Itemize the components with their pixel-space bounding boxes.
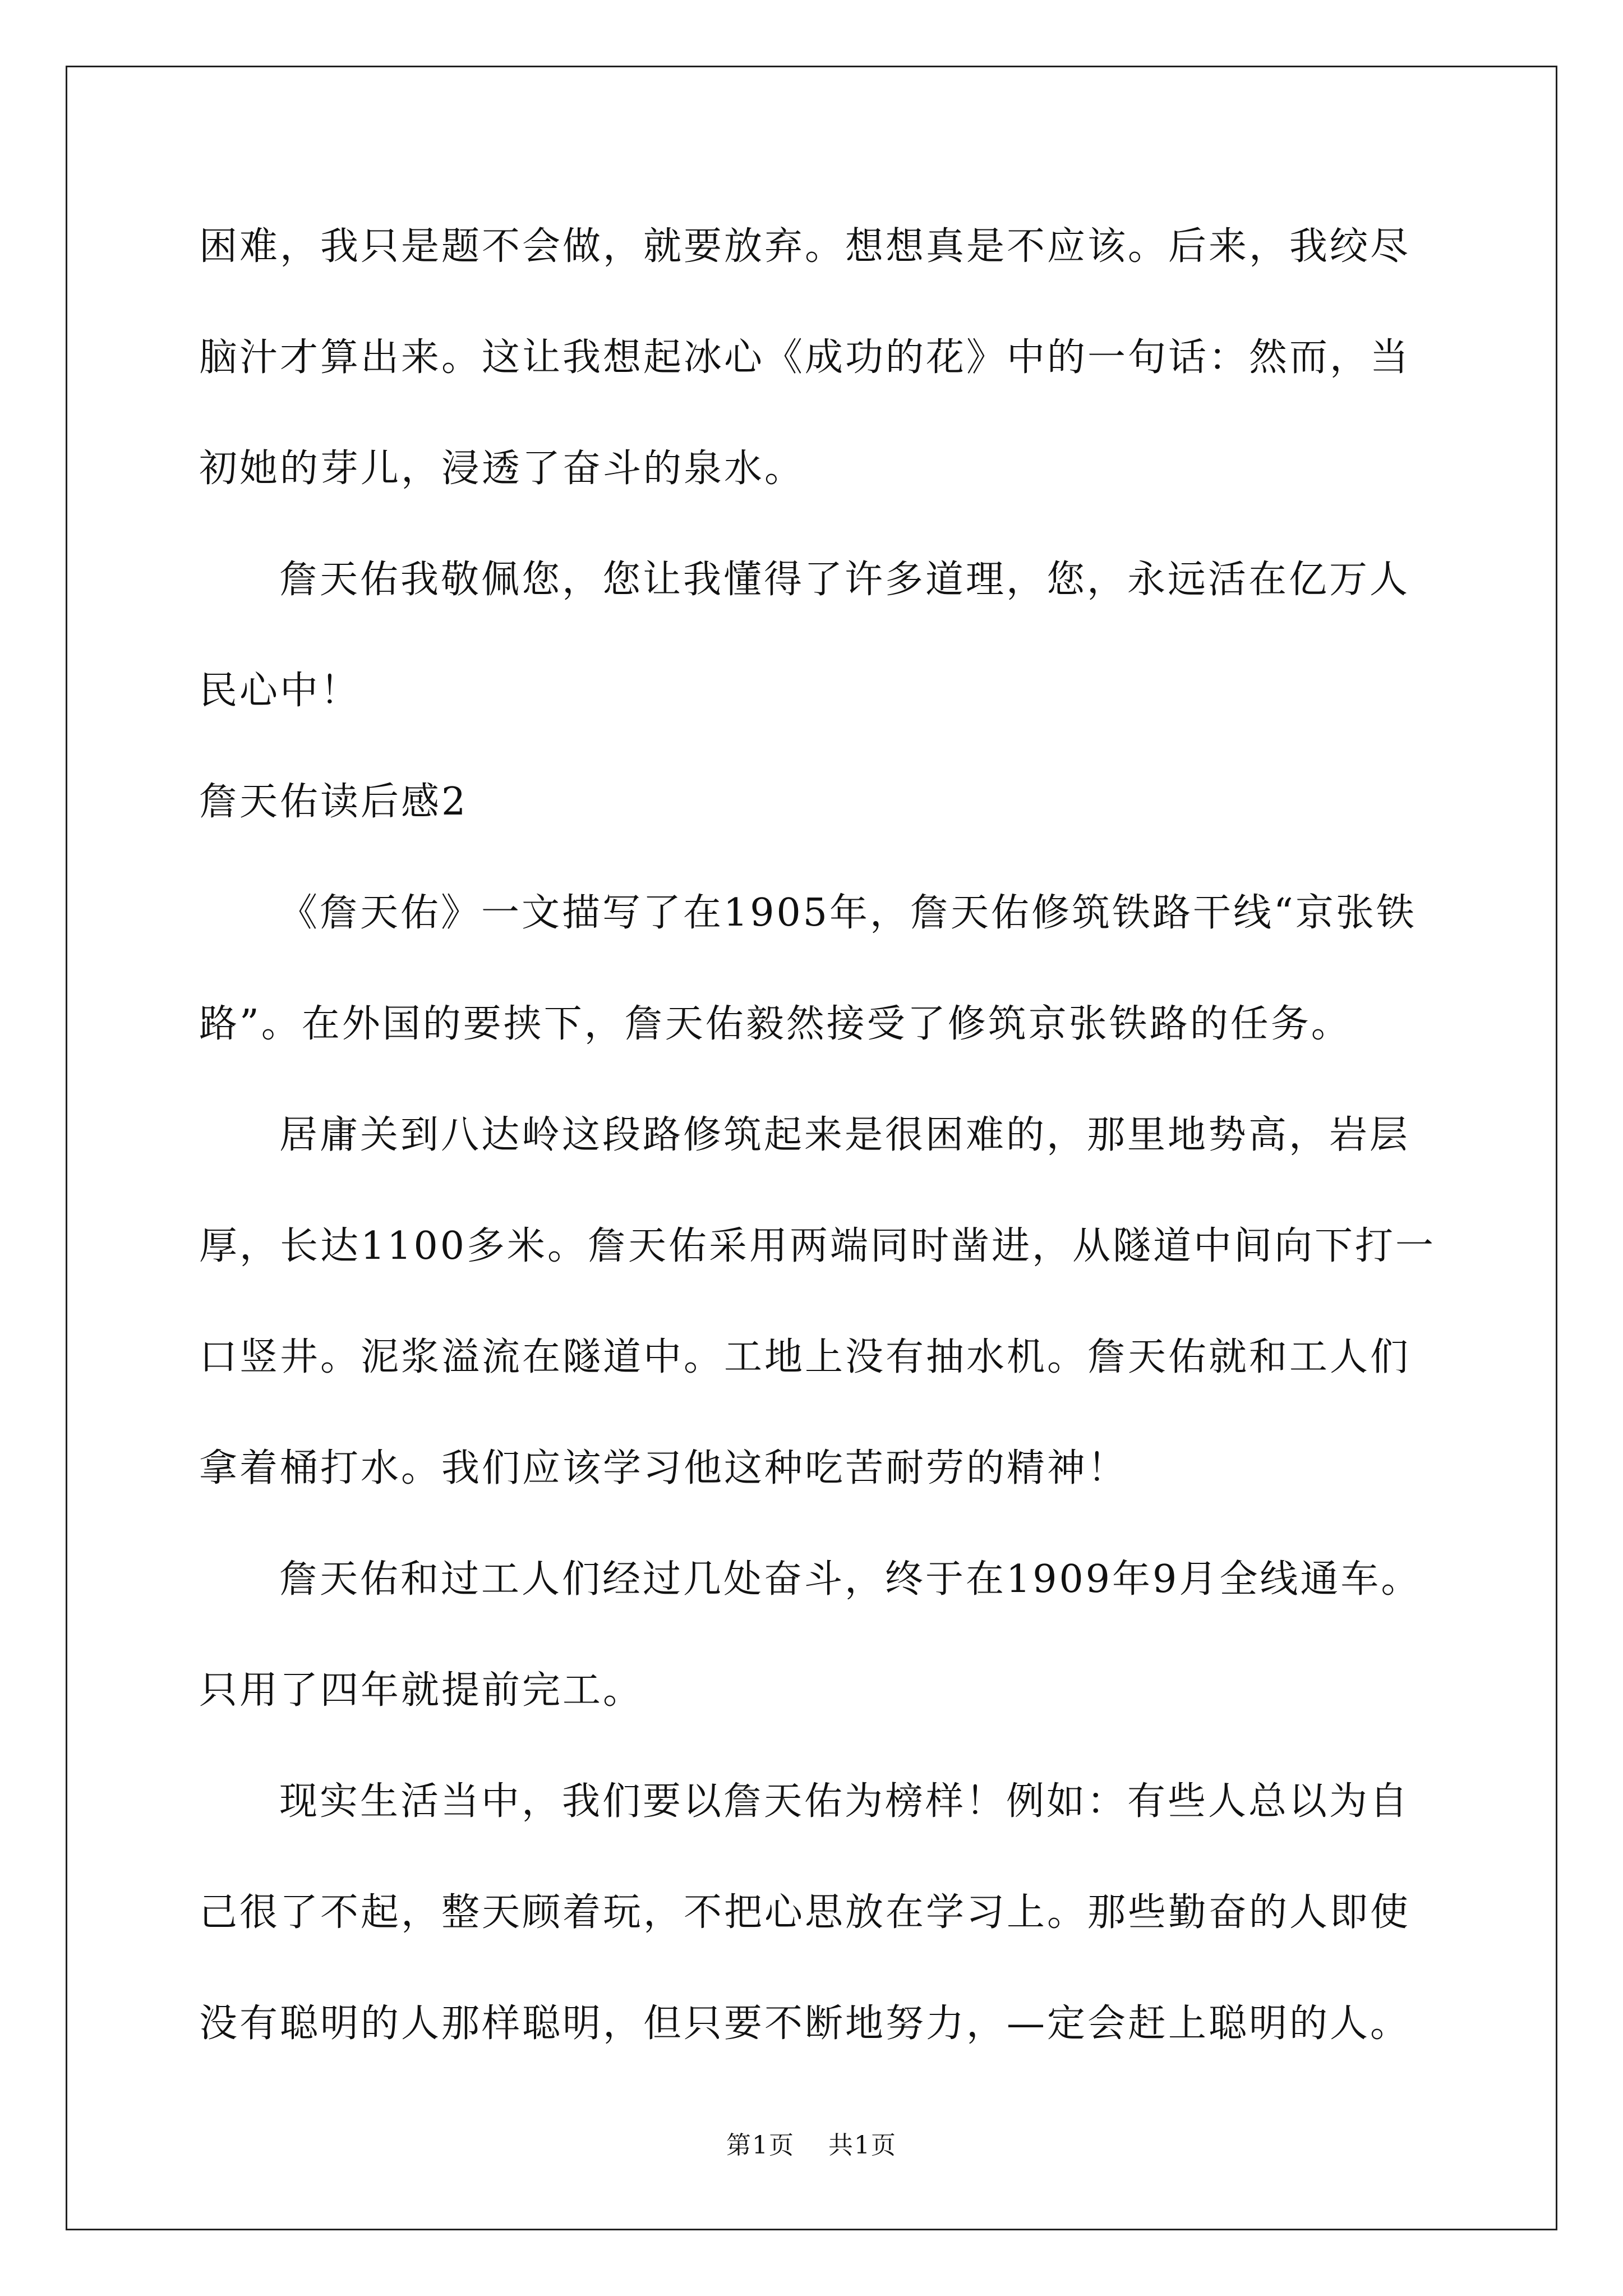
text-line: 居庸关到八达岭这段路修筑起来是很困难的，那里地势高，岩层 [279,1113,1410,1157]
text-line: 初她的芽儿，浸透了奋斗的泉水。 [199,447,805,491]
text-line: 脑汁才算出来。这让我想起冰心《成功的花》中的一句话：然而，当 [199,335,1411,380]
text-line: 《詹天佑》一文描写了在1905年，詹天佑修筑铁路干线“京张铁 [279,891,1417,935]
text-line: 现实生活当中，我们要以詹天佑为榜样！例如：有些人总以为自 [279,1779,1410,1824]
text-line: 路”。在外国的要挟下，詹天佑毅然接受了修筑京张铁路的任务。 [199,1002,1352,1046]
section-heading: 詹天佑读后感2 [199,780,468,824]
text-line: 己很了不起，整天顾着玩，不把心思放在学习上。那些勤奋的人即使 [199,1890,1411,1935]
page-total: 共1页 [828,2131,897,2160]
text-line: 詹天佑我敬佩您，您让我懂得了许多道理，您，永远活在亿万人 [279,558,1410,602]
text-line: 只用了四年就提前完工。 [199,1668,644,1713]
text-line: 拿着桶打水。我们应该学习他这种吃苦耐劳的精神！ [199,1446,1128,1490]
page-footer [0,2129,1623,2162]
text-line: 詹天佑和过工人们经过几处奋斗，终于在1909年9月全线通车。 [279,1557,1422,1602]
text-line: 口竖井。泥浆溢流在隧道中。工地上没有抽水机。詹天佑就和工人们 [199,1335,1411,1379]
text-line: 没有聪明的人那样聪明，但只要不断地努力，—定会赶上聪明的人。 [199,2001,1411,2046]
text-line: 困难，我只是题不会做，就要放弃。想想真是不应该。后来，我绞尽 [199,224,1411,269]
text-line: 厚，长达1100多米。詹天佑采用两端同时凿进，从隧道中间向下打一 [199,1224,1436,1268]
page-number: 第1页 [726,2131,795,2160]
text-line: 民心中！ [199,669,361,713]
